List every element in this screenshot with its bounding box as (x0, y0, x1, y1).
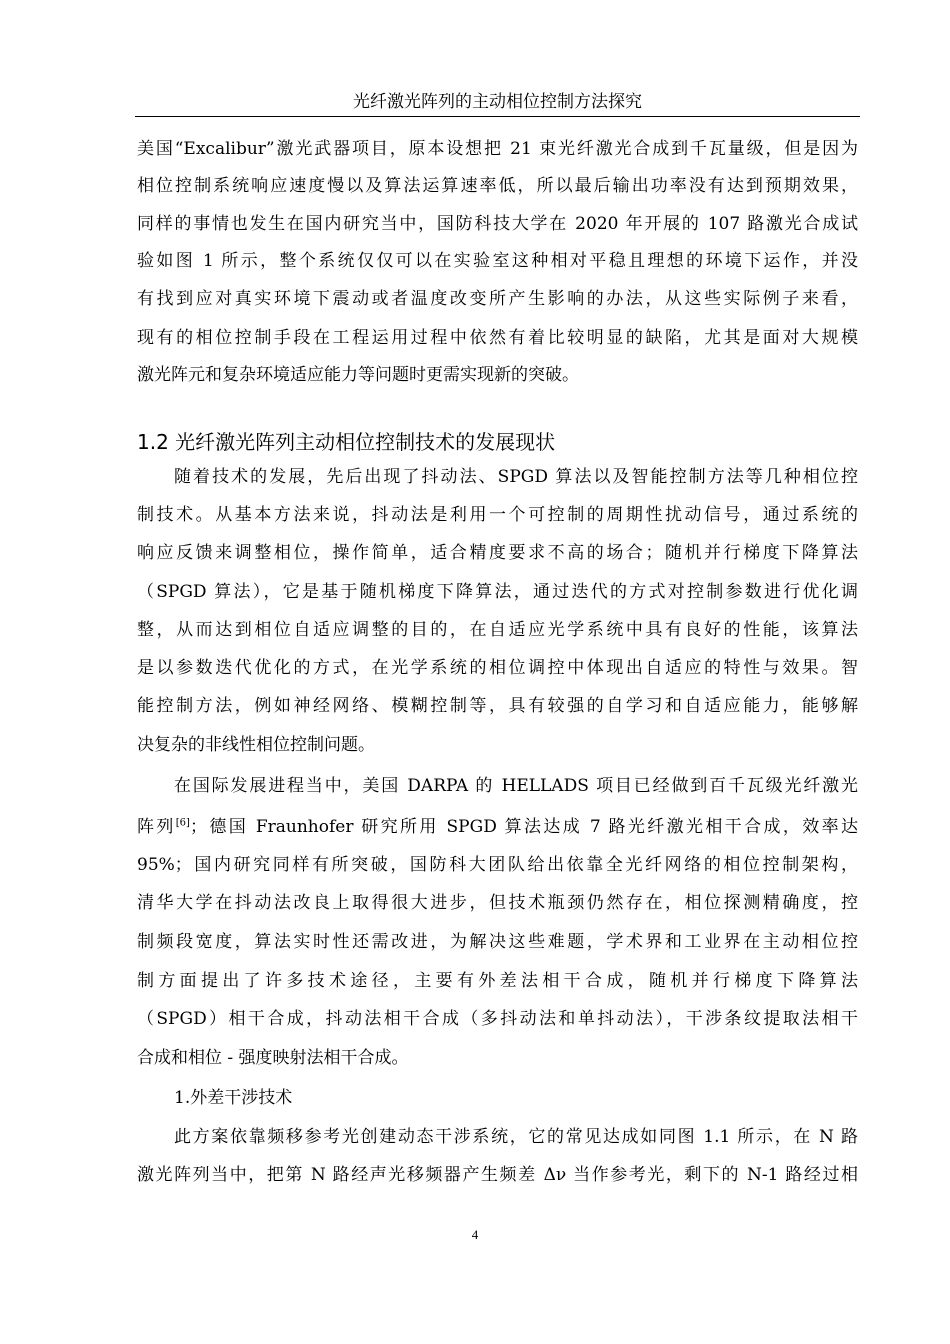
citation-reference[interactable]: [6] (175, 817, 190, 829)
text-line: 合成和相位 - 强度映射法相干合成。 (137, 1048, 409, 1068)
text-line: 随着技术的发展，先后出现了抖动法、SPGD 算法以及智能控制方法等几种相位控 (174, 467, 858, 487)
text-span: ；德国 Fraunhofer 研究所用 SPGD 算法达成 7 路光纤激光相干合成，效率达 (189, 817, 859, 837)
text-line: 激光阵列当中，把第 N 路经声光移频器产生频差 Δν 当作参考光，剩下的 N-1 路经过相 (137, 1165, 858, 1185)
running-header-title: 光纤激光阵列的主动相位控制方法探究 (353, 92, 642, 112)
text-line: 整，从而达到相位自适应调整的目的，在自适应光学系统中具有良好的性能，该算法 (137, 620, 858, 640)
text-line: 现有的相位控制手段在工程运用过程中依然有着比较明显的缺陷，尤其是面对大规模 (137, 328, 858, 348)
text-line: 有找到应对真实环境下震动或者温度改变所产生影响的办法，从这些实际例子来看， (137, 289, 858, 309)
text-line: 响应反馈来调整相位，操作简单，适合精度要求不高的场合；随机并行梯度下降算法 (137, 543, 858, 563)
text-line: 在国际发展进程当中，美国 DARPA 的 HELLADS 项目已经做到百千瓦级光纤激光 (174, 776, 858, 796)
text-span: 阵列 (137, 817, 176, 837)
text-line: （SPGD）相干合成，抖动法相干合成（多抖动法和单抖动法），干涉条纹提取法相干 (137, 1009, 858, 1029)
text-line: 此方案依靠频移参考光创建动态干涉系统，它的常见达成如同图 1.1 所示，在 N 路 (174, 1127, 858, 1147)
text-line: 能控制方法，例如神经网络、模糊控制等，具有较强的自学习和自适应能力，能够解 (137, 696, 858, 716)
header-divider (135, 116, 860, 117)
text-line: （SPGD 算法），它是基于随机梯度下降算法，通过迭代的方式对控制参数进行优化调 (137, 582, 858, 602)
text-line (137, 812, 858, 842)
subsection-title: 1.外差干涉技术 (174, 1088, 293, 1108)
text-line: 同样的事情也发生在国内研究当中，国防科技大学在 2020 年开展的 107 路激光合成试 (137, 214, 858, 234)
text-line: 激光阵元和复杂环境适应能力等问题时更需实现新的突破。 (137, 365, 579, 385)
text-line: 制频段宽度，算法实时性还需改进，为解决这些难题，学术界和工业界在主动相位控 (137, 932, 858, 952)
page-number: 4 (471, 1227, 479, 1242)
text-line: 95%；国内研究同样有所突破，国防科大团队给出依靠全光纤网络的相位控制架构， (137, 855, 858, 875)
text-line: 清华大学在抖动法改良上取得很大进步，但技术瓶颈仍然存在，相位探测精确度，控 (137, 893, 858, 913)
text-line: 是以参数迭代优化的方式，在光学系统的相位调控中体现出自适应的特性与效果。智 (137, 658, 858, 678)
text-line: 制技术。从基本方法来说，抖动法是利用一个可控制的周期性扰动信号，通过系统的 (137, 505, 858, 525)
section-heading: 1.2 光纤激光阵列主动相位控制技术的发展现状 (137, 430, 556, 454)
text-line: 决复杂的非线性相位控制问题。 (137, 735, 375, 755)
text-line: 制方面提出了许多技术途径，主要有外差法相干合成，随机并行梯度下降算法 (137, 971, 858, 991)
text-line: 验如图 1 所示，整个系统仅仅可以在实验室这种相对平稳且理想的环境下运作，并没 (137, 251, 858, 271)
text-line: 美国“Excalibur”激光武器项目，原本设想把 21 束光纤激光合成到千瓦量级，但是因为 (137, 139, 858, 159)
text-line: 相位控制系统响应速度慢以及算法运算速率低，所以最后输出功率没有达到预期效果， (137, 176, 858, 196)
